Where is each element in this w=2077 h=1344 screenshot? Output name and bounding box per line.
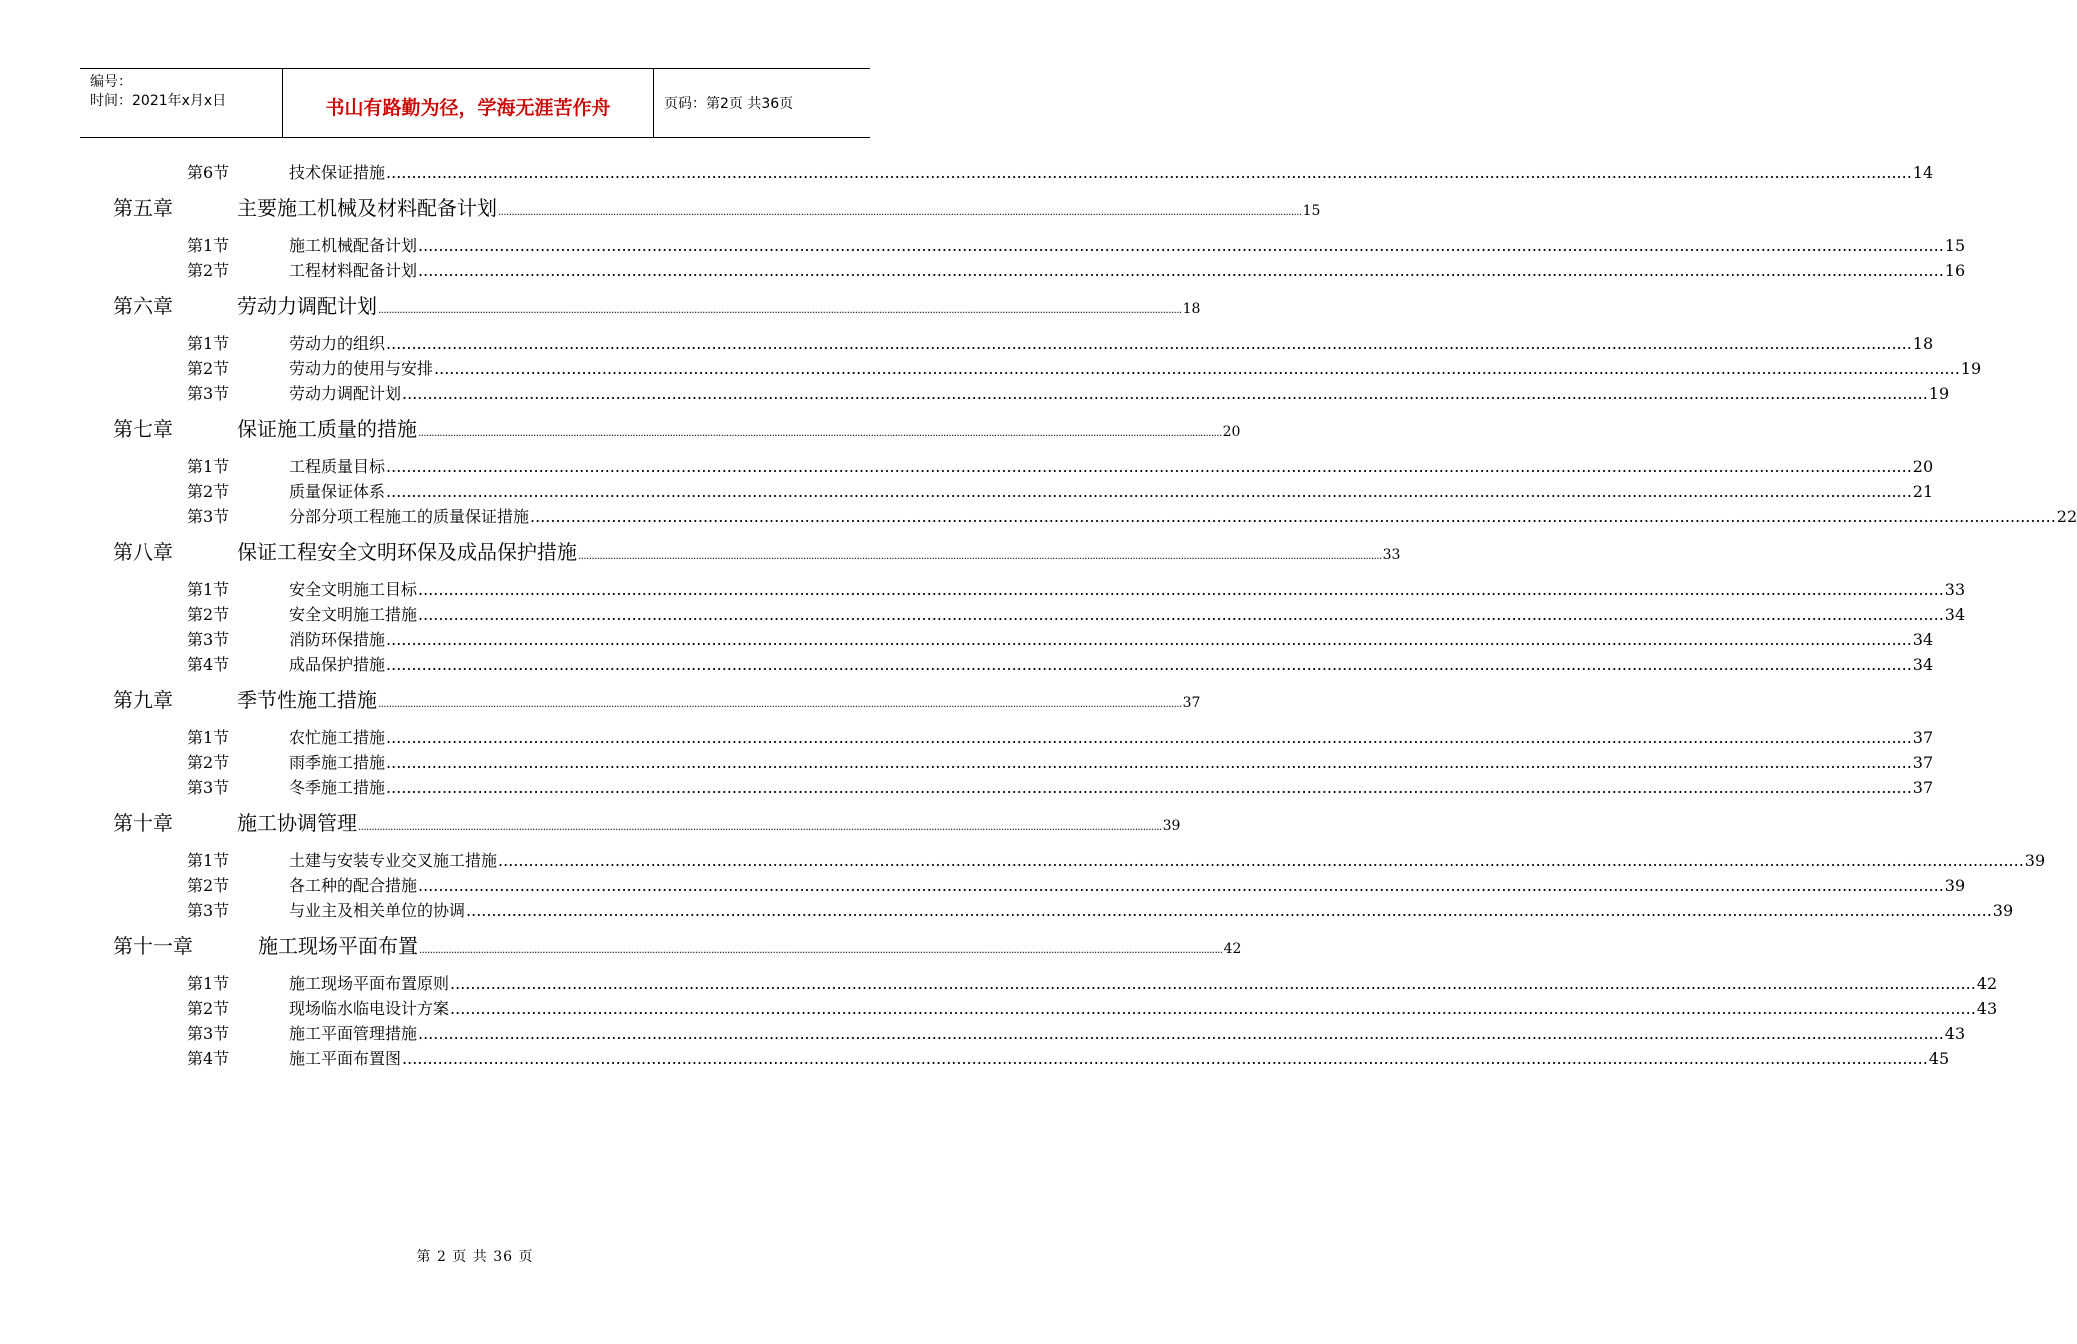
toc-entry-page-number: 16 (1944, 261, 1966, 280)
toc-chapter-entry[interactable] (113, 684, 1201, 712)
toc-dot-leader: ............................................................................................................................................................................................................................................................................................................ (386, 778, 1912, 797)
toc-entry-title: 工程质量目标 (289, 457, 386, 476)
toc-section-entry[interactable] (187, 898, 2014, 920)
toc-entry-number: 第1节 (187, 974, 230, 993)
page-header (80, 68, 870, 138)
toc-dot-leader: ............................................................................................................................................................................................................................................................................................................ (386, 728, 1912, 747)
toc-entry-title: 劳动力调配计划 (289, 384, 402, 403)
toc-section-entry[interactable] (187, 750, 1934, 772)
toc-entry-number: 第2节 (187, 753, 230, 772)
toc-section-entry[interactable] (187, 1046, 1950, 1068)
toc-entry-number: 第4节 (187, 1049, 230, 1068)
toc-dot-leader: ............................................................................................................................................................................................................................................................................................................ (418, 236, 1944, 255)
header-motto-cell (283, 69, 654, 137)
toc-chapter-entry[interactable] (113, 930, 1242, 958)
toc-entry-number: 第1节 (187, 334, 230, 353)
toc-chapter-entry[interactable] (113, 807, 1181, 835)
toc-entry-number: 第五章 (113, 196, 173, 220)
toc-entry-title: 成品保护措施 (289, 655, 386, 674)
toc-entry-title: 施工现场平面布置原则 (289, 974, 450, 993)
toc-entry-page-number: 14 (1912, 163, 1934, 182)
toc-dot-leader: ............................................................................................................................................................................................................................................................................................................ (418, 428, 1222, 439)
toc-entry-page-number: 19 (1960, 359, 1982, 378)
toc-dot-leader: ............................................................................................................................................................................................................................................................................................................ (498, 207, 1302, 218)
toc-dot-leader: ............................................................................................................................................................................................................................................................................................................ (418, 876, 1944, 895)
toc-section-entry[interactable] (187, 356, 1982, 378)
toc-section-entry[interactable] (187, 381, 1950, 403)
toc-section-entry[interactable] (187, 602, 1966, 624)
toc-entry-page-number: 39 (1992, 901, 2014, 920)
toc-entry-number: 第1节 (187, 236, 230, 255)
toc-section-entry[interactable] (187, 627, 1934, 649)
toc-entry-number: 第六章 (113, 294, 173, 318)
toc-entry-page-number: 37 (1912, 728, 1934, 747)
toc-chapter-entry[interactable] (113, 290, 1201, 318)
toc-entry-title: 消防环保措施 (289, 630, 386, 649)
toc-entry-number: 第3节 (187, 901, 230, 920)
toc-dot-leader: ............................................................................................................................................................................................................................................................................................................ (358, 822, 1162, 833)
toc-entry-number: 第八章 (113, 540, 173, 564)
toc-entry-number: 第3节 (187, 778, 230, 797)
toc-entry-page-number: 21 (1912, 482, 1934, 501)
toc-dot-leader: ............................................................................................................................................................................................................................................................................................................ (450, 974, 1976, 993)
toc-entry-title: 保证施工质量的措施 (237, 417, 417, 441)
toc-entry-number: 第2节 (187, 359, 230, 378)
toc-entry-page-number: 33 (1944, 580, 1966, 599)
document-number-label: 编号： (90, 74, 132, 90)
toc-dot-leader: ............................................................................................................................................................................................................................................................................................................ (386, 334, 1912, 353)
toc-entry-page-number: 37 (1912, 778, 1934, 797)
toc-entry-number: 第2节 (187, 999, 230, 1018)
toc-entry-title: 保证工程安全文明环保及成品保护措施 (237, 540, 577, 564)
toc-dot-leader: ............................................................................................................................................................................................................................................................................................................ (402, 384, 1928, 403)
toc-dot-leader: ............................................................................................................................................................................................................................................................................................................ (386, 753, 1912, 772)
toc-section-entry[interactable] (187, 848, 2046, 870)
header-info-cell (80, 69, 283, 137)
toc-entry-page-number: 20 (1222, 424, 1241, 440)
page-footer: 第 2 页 共 36 页 (416, 1249, 534, 1265)
toc-section-entry[interactable] (187, 652, 1934, 674)
toc-section-entry[interactable] (187, 504, 2077, 526)
toc-dot-leader: ............................................................................................................................................................................................................................................................................................................ (418, 1024, 1944, 1043)
toc-entry-number: 第2节 (187, 876, 230, 895)
toc-entry-title: 季节性施工措施 (237, 688, 377, 712)
header-page-cell (654, 69, 870, 137)
toc-entry-number: 第2节 (187, 261, 230, 280)
toc-section-entry[interactable] (187, 479, 1934, 501)
toc-dot-leader: ............................................................................................................................................................................................................................................................................................................ (386, 163, 1912, 182)
toc-entry-number: 第九章 (113, 688, 173, 712)
toc-entry-page-number: 20 (1912, 457, 1934, 476)
header-page-info: 页码：第2页 共36页 (664, 96, 794, 112)
toc-entry-title: 与业主及相关单位的协调 (289, 901, 466, 920)
toc-entry-page-number: 34 (1944, 605, 1966, 624)
toc-entry-page-number: 33 (1382, 547, 1401, 563)
toc-section-entry[interactable] (187, 160, 1934, 182)
toc-entry-page-number: 19 (1928, 384, 1950, 403)
toc-entry-number: 第1节 (187, 728, 230, 747)
toc-entry-page-number: 39 (2024, 851, 2046, 870)
toc-entry-number: 第2节 (187, 482, 230, 501)
toc-section-entry[interactable] (187, 233, 1966, 255)
toc-section-entry[interactable] (187, 996, 1998, 1018)
toc-section-entry[interactable] (187, 775, 1934, 797)
toc-entry-number: 第1节 (187, 457, 230, 476)
toc-section-entry[interactable] (187, 331, 1934, 353)
toc-entry-title: 劳动力调配计划 (237, 294, 377, 318)
toc-entry-page-number: 45 (1928, 1049, 1950, 1068)
toc-dot-leader: ............................................................................................................................................................................................................................................................................................................ (434, 359, 1960, 378)
toc-entry-number: 第4节 (187, 655, 230, 674)
toc-dot-leader: ............................................................................................................................................................................................................................................................................................................ (419, 945, 1223, 956)
toc-entry-page-number: 34 (1912, 630, 1934, 649)
document-time-label: 时间：2021年x月x日 (90, 93, 227, 109)
toc-entry-title: 施工协调管理 (237, 811, 357, 835)
toc-entry-number: 第十一章 (113, 934, 193, 958)
toc-entry-number: 第1节 (187, 580, 230, 599)
toc-dot-leader: ............................................................................................................................................................................................................................................................................................................ (418, 261, 1944, 280)
toc-entry-page-number: 42 (1976, 974, 1998, 993)
toc-entry-page-number: 42 (1223, 941, 1242, 957)
toc-entry-page-number: 34 (1912, 655, 1934, 674)
toc-dot-leader: ............................................................................................................................................................................................................................................................................................................ (378, 699, 1182, 710)
toc-dot-leader: ............................................................................................................................................................................................................................................................................................................ (386, 482, 1912, 501)
toc-entry-title: 劳动力的使用与安排 (289, 359, 434, 378)
toc-entry-page-number: 15 (1302, 203, 1321, 219)
toc-chapter-entry[interactable] (113, 413, 1241, 441)
toc-entry-title: 现场临水临电设计方案 (289, 999, 450, 1018)
toc-section-entry[interactable] (187, 577, 1966, 599)
toc-entry-number: 第1节 (187, 851, 230, 870)
toc-dot-leader: ............................................................................................................................................................................................................................................................................................................ (386, 655, 1912, 674)
toc-entry-number: 第6节 (187, 163, 230, 182)
toc-entry-title: 雨季施工措施 (289, 753, 386, 772)
toc-section-entry[interactable] (187, 454, 1934, 476)
toc-dot-leader: ............................................................................................................................................................................................................................................................................................................ (418, 605, 1944, 624)
toc-entry-title: 质量保证体系 (289, 482, 386, 501)
toc-entry-title: 各工种的配合措施 (289, 876, 418, 895)
toc-entry-title: 技术保证措施 (289, 163, 386, 182)
toc-section-entry[interactable] (187, 725, 1934, 747)
toc-section-entry[interactable] (187, 1021, 1966, 1043)
toc-entry-page-number: 39 (1944, 876, 1966, 895)
toc-section-entry[interactable] (187, 258, 1966, 280)
toc-dot-leader: ............................................................................................................................................................................................................................................................................................................ (530, 507, 2056, 526)
toc-dot-leader: ............................................................................................................................................................................................................................................................................................................ (578, 551, 1382, 562)
toc-chapter-entry[interactable] (113, 192, 1321, 220)
toc-entry-page-number: 15 (1944, 236, 1966, 255)
toc-entry-page-number: 43 (1944, 1024, 1966, 1043)
toc-entry-number: 第七章 (113, 417, 173, 441)
toc-entry-title: 冬季施工措施 (289, 778, 386, 797)
toc-entry-title: 安全文明施工措施 (289, 605, 418, 624)
toc-entry-page-number: 22 (2056, 507, 2077, 526)
toc-dot-leader: ............................................................................................................................................................................................................................................................................................................ (418, 580, 1944, 599)
toc-entry-title: 农忙施工措施 (289, 728, 386, 747)
toc-dot-leader: ............................................................................................................................................................................................................................................................................................................ (378, 305, 1182, 316)
toc-entry-title: 分部分项工程施工的质量保证措施 (289, 507, 530, 526)
toc-entry-page-number: 18 (1912, 334, 1934, 353)
toc-entry-number: 第3节 (187, 507, 230, 526)
header-motto: 书山有路勤为径，学海无涯苦作舟 (325, 97, 611, 119)
toc-entry-title: 施工平面管理措施 (289, 1024, 418, 1043)
toc-entry-title: 土建与安装专业交叉施工措施 (289, 851, 498, 870)
toc-entry-number: 第3节 (187, 384, 230, 403)
toc-entry-title: 安全文明施工目标 (289, 580, 418, 599)
toc-dot-leader: ............................................................................................................................................................................................................................................................................................................ (450, 999, 1976, 1018)
toc-dot-leader: ............................................................................................................................................................................................................................................................................................................ (386, 630, 1912, 649)
toc-section-entry[interactable] (187, 873, 1966, 895)
toc-entry-title: 施工现场平面布置 (258, 934, 418, 958)
toc-entry-number: 第十章 (113, 811, 173, 835)
toc-entry-number: 第2节 (187, 605, 230, 624)
toc-entry-page-number: 43 (1976, 999, 1998, 1018)
toc-dot-leader: ............................................................................................................................................................................................................................................................................................................ (498, 851, 2024, 870)
toc-entry-title: 主要施工机械及材料配备计划 (237, 196, 497, 220)
toc-entry-title: 工程材料配备计划 (289, 261, 418, 280)
toc-entry-number: 第3节 (187, 630, 230, 649)
toc-entry-number: 第3节 (187, 1024, 230, 1043)
toc-entry-page-number: 37 (1912, 753, 1934, 772)
toc-entry-title: 劳动力的组织 (289, 334, 386, 353)
toc-entry-title: 施工平面布置图 (289, 1049, 402, 1068)
toc-dot-leader: ............................................................................................................................................................................................................................................................................................................ (386, 457, 1912, 476)
toc-dot-leader: ............................................................................................................................................................................................................................................................................................................ (466, 901, 1992, 920)
toc-entry-page-number: 37 (1182, 695, 1201, 711)
toc-entry-page-number: 39 (1162, 818, 1181, 834)
toc-entry-page-number: 18 (1182, 301, 1201, 317)
toc-dot-leader: ............................................................................................................................................................................................................................................................................................................ (402, 1049, 1928, 1068)
toc-section-entry[interactable] (187, 971, 1998, 993)
toc-chapter-entry[interactable] (113, 536, 1401, 564)
toc-entry-title: 施工机械配备计划 (289, 236, 418, 255)
